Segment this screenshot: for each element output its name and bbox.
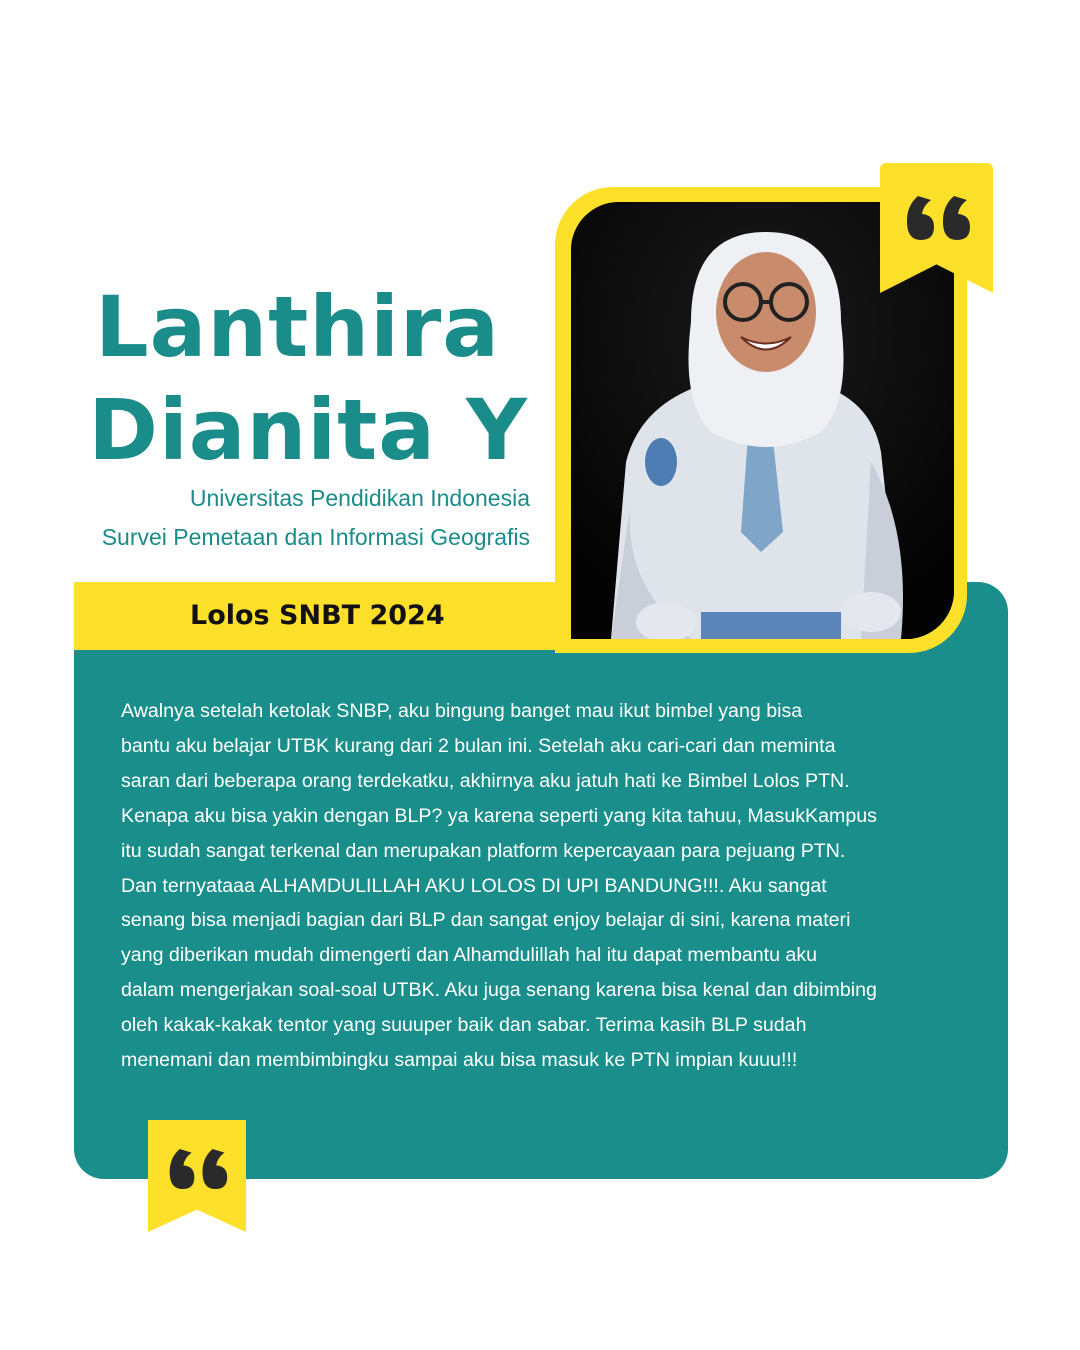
major-name: Survei Pemetaan dan Informasi Geografis [101, 524, 530, 550]
testimonial-line: Dan ternyataaa ALHAMDULILLAH AKU LOLOS DI UPI BANDUNG!!!. Aku sangat [121, 874, 827, 897]
quote-icon [904, 192, 972, 244]
student-name-line1: Lanthira [95, 278, 500, 376]
testimonial-text [121, 694, 981, 1078]
badge-label: Lolos SNBT 2024 [190, 600, 445, 631]
testimonial-line: oleh kakak-kakak tentor yang suuuper baik dan sabar. Terima kasih BLP sudah [121, 1014, 807, 1037]
testimonial-line: yang diberikan mudah dimengerti dan Alhamdulillah hal itu dapat membantu aku [121, 944, 818, 967]
testimonial-line: itu sudah sangat terkenal dan merupakan platform kepercayaan para pejuang PTN. [121, 839, 846, 862]
testimonial-line: Awalnya setelah ketolak SNBP, aku bingung banget mau ikut bimbel yang bisa [121, 700, 803, 722]
student-name-line2: Dianita Y [88, 381, 528, 479]
testimonial-line: senang bisa menjadi bagian dari BLP dan sangat enjoy belajar di sini, karena materi [121, 909, 851, 932]
testimonial-line: bantu aku belajar UTBK kurang dari 2 bulan ini. Setelah aku cari-cari dan meminta [121, 734, 836, 757]
university-name: Universitas Pendidikan Indonesia [189, 485, 530, 511]
testimonial-line: menemani dan membimbingku sampai aku bisa masuk ke PTN impian kuuu!!! [121, 1049, 798, 1072]
quote-icon [167, 1145, 229, 1193]
testimonial-line: dalam mengerjakan soal-soal UTBK. Aku juga senang karena bisa kenal dan dibimbing [121, 979, 877, 1002]
testimonial-line: saran dari beberapa orang terdekatku, akhirnya aku jatuh hati ke Bimbel Lolos PTN. [121, 769, 850, 792]
testimonial-line: Kenapa aku bisa yakin dengan BLP? ya karena seperti yang kita tahuu, MasukKampus [121, 804, 877, 827]
